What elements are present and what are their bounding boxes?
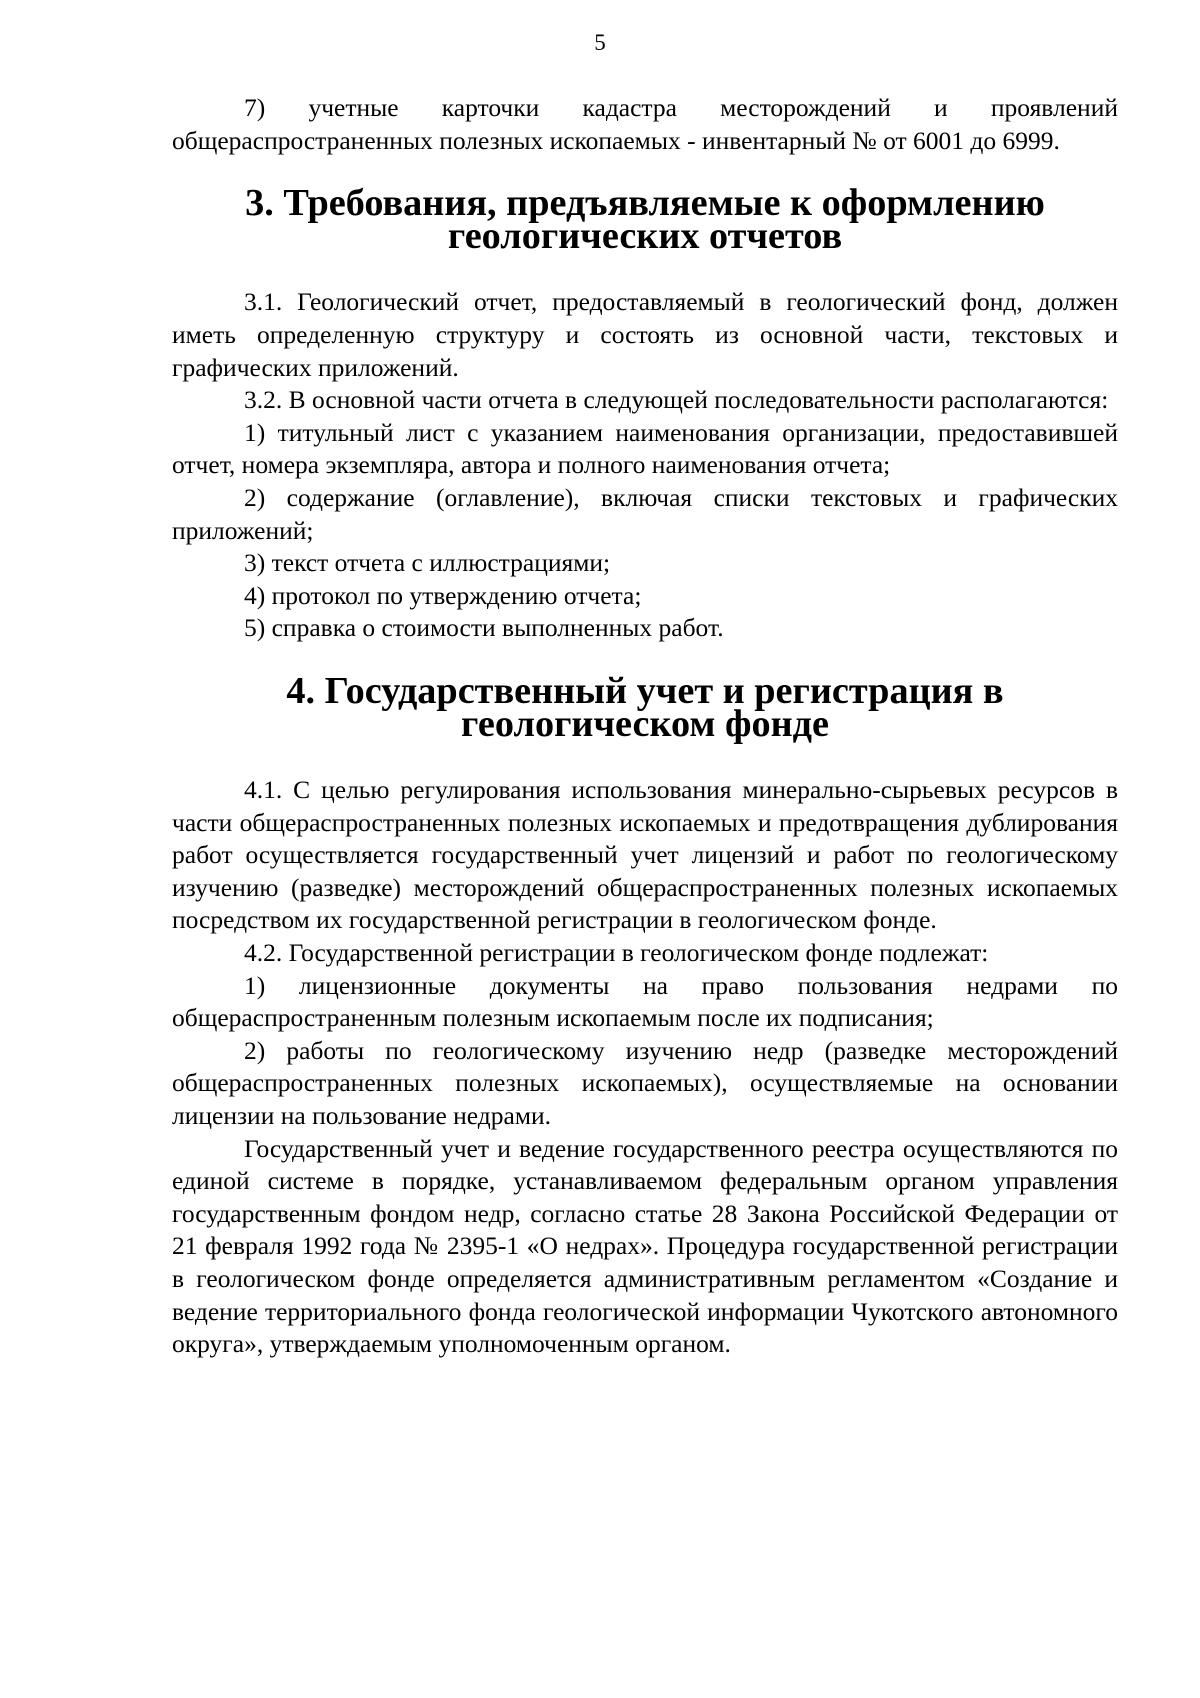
paragraph-4-1: 4.1. С целью регулирования использования минерально-сырьевых ресурсов в части общераспространенных полезных ископаемых и предотвращения дублирования работ осуществляется государственный учет лицензий и работ по геологическому изучению (разведке) месторождений общераспространенных полезных ископаемых посредством их государственной регистрации в геологическом фонде. [172, 775, 1118, 935]
spacer [172, 252, 1118, 286]
paragraph-3-2: 3.2. В основной части отчета в следующей последовательности располагаются: [244, 385, 1109, 415]
document-body [172, 92, 1118, 1361]
paragraph-4-2-item-1: 1) лицензионные документы на право пользования недрами по общераспространенным полезным ископаемым после их подписания; [172, 970, 1118, 1033]
page-number: 5 [594, 30, 606, 55]
section-3-heading: 3. Требования, предъявляемые к оформлению геологических отчетов [245, 182, 1045, 257]
section-4-heading: 4. Государственный учет и регистрация в геологическом фонде [286, 669, 1004, 745]
paragraph-4-2: 4.2. Государственной регистрации в геологическом фонде подлежат: [244, 938, 989, 968]
spacer [172, 740, 1118, 774]
paragraph-3-2-item-5: 5) справка о стоимости выполненных работ. [244, 613, 724, 643]
paragraph-3-2-item-2: 2) содержание (оглавление), включая списки текстовых и графических приложений; [172, 482, 1118, 545]
paragraph-3-2-item-3: 3) текст отчета с иллюстрациями; [244, 548, 611, 578]
list-item-7: 7) учетные карточки кадастра месторождений и проявлений общераспространенных полезных ископаемых - инвентарный № от 6001 до 6999. [172, 93, 1118, 155]
paragraph-3-2-item-4: 4) протокол по утверждению отчета; [244, 580, 642, 610]
paragraph-4-2-item-2: 2) работы по геологическому изучению недр (разведке месторождений общераспространенных полезных ископаемых), осуществляемые на основании лицензии на пользование недрами. [172, 1035, 1118, 1131]
paragraph-3-2-item-1: 1) титульный лист с указанием наименования организации, предоставившей отчет, номера экземпляра, автора и полного наименования отчета; [172, 417, 1118, 480]
paragraph-4-final: Государственный учет и ведение государственного реестра осуществляются по единой системе в порядке, устанавливаемом федеральным органом управления государственным фондом недр, согласно статье 28 Закона Российской Федерации от 21 февраля 1992 года № 2395-1 «О недрах». Процедура государственной регистрации в геологическом фонде определяется административным регламентом «Создание и ведение территориального фонда геологической информации Чукотского автономного округа», утверждаемым уполномоченным органом. [172, 1133, 1118, 1359]
paragraph-3-1: 3.1. Геологический отчет, предоставляемый в геологический фонд, должен иметь определенную структуру и состоять из основной части, текстовых и графических приложений. [172, 287, 1118, 382]
